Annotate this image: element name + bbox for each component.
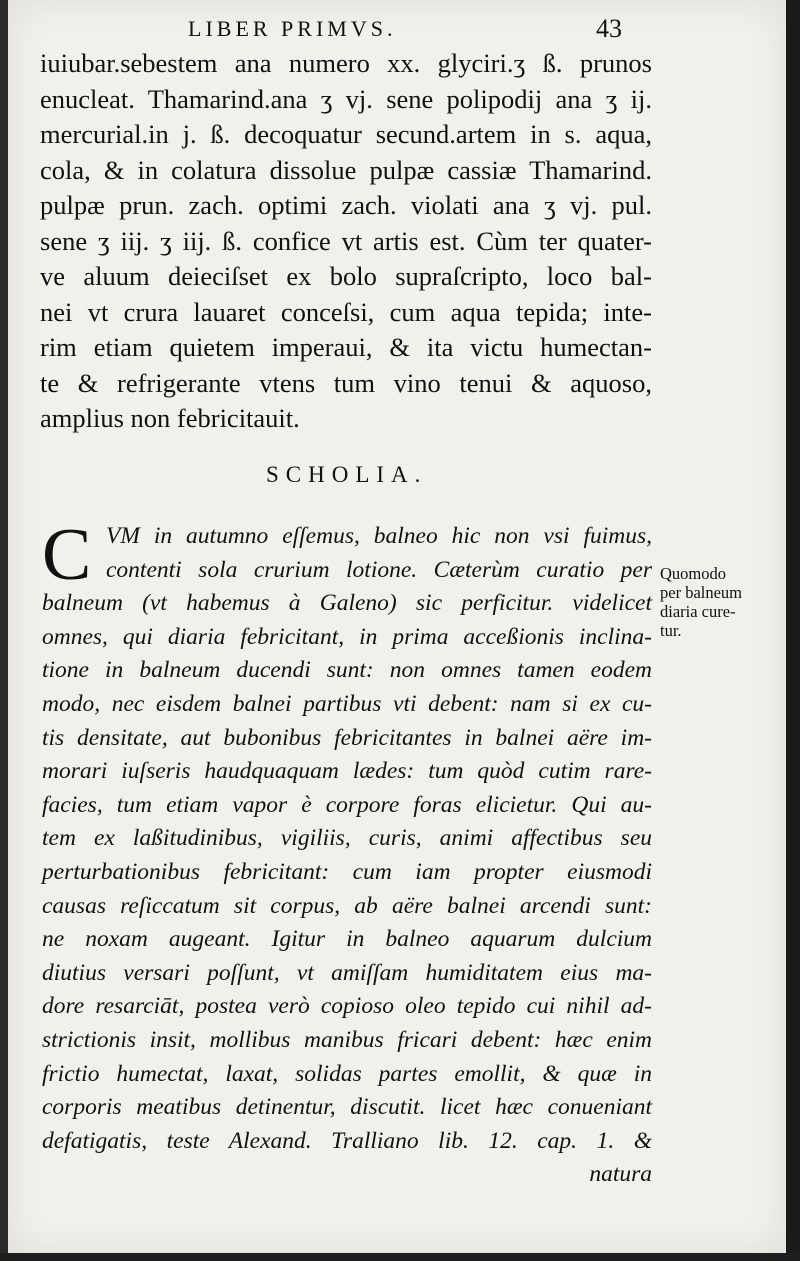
main-text-block (40, 46, 652, 437)
scholia-line: diutius versari poſſunt, vt amiſſam humiditatem eius ma- (42, 959, 652, 986)
section-heading: SCHOLIA. (266, 462, 428, 487)
page-header (8, 14, 786, 44)
margin-note (660, 564, 780, 640)
scholia-line: contenti sola crurium lotione. Cæterùm curatio per (106, 556, 652, 583)
text-line: sene ʒ iij. ʒ iij. ß. confice vt artis est. Cùm ter quater- (40, 225, 652, 256)
text-line: iuiubar.sebestem ana numero xx. glyciri.ʒ ß. prunos (40, 48, 652, 78)
margin-note-line: diaria cure- (660, 602, 736, 621)
scholia-line: tione in balneum ducendi sunt: non omnes tamen eodem (42, 657, 652, 684)
scholia-line: corporis meatibus detinentur, discutit. licet hæc conueniant (42, 1094, 652, 1121)
running-title: LIBER PRIMVS. (188, 16, 397, 41)
scholia-line: modo, nec eisdem balnei partibus vti debent: nam si ex cu- (42, 690, 652, 717)
page-number: 43 (596, 14, 622, 43)
text-line: mercurial.in j. ß. decoquatur secund.artem in s. aqua, (40, 119, 652, 149)
catchword: natura (589, 1161, 652, 1188)
text-line: te & refrigerante vtens tum vino tenui & aquoso, (40, 367, 652, 398)
scholia-line: balneum (vt habemus à Galeno) sic perficitur. videlicet (42, 590, 652, 617)
scholia-line: tem ex laßitudinibus, vigiliis, curis, animi affectibus seu (42, 825, 652, 852)
text-line: cola, & in colatura dissolue pulpæ cassiæ Thamarind. (40, 154, 652, 185)
scholia-line: strictionis insit, mollibus manibus fricari debent: hæc enim (42, 1026, 652, 1053)
margin-note-line: Quomodo (660, 564, 726, 583)
page-edge-shadow (786, 0, 800, 1261)
scholia-line: dore resarciāt, postea verò copioso oleo tepido cui nihil ad- (42, 993, 652, 1020)
text-line: rim etiam quietem imperaui, & ita victu humectan- (40, 332, 652, 362)
text-line: pulpæ prun. zach. optimi zach. violati ana ʒ vj. pul. (40, 190, 652, 220)
text-line: enucleat. Thamarind.ana ʒ vj. sene polipodij ana ʒ ij. (40, 83, 652, 114)
scholia-line: ne noxam augeant. Igitur in balneo aquarum dulcium (42, 926, 652, 953)
text-line: nei vt crura lauaret conceſsi, cum aqua tepida; inte- (40, 296, 652, 327)
margin-note-line: per balneum (660, 583, 743, 602)
page-bottom-shadow (0, 1253, 800, 1261)
scholia-line: VM in autumno eſſemus, balneo hic non vsi fuimus, (106, 523, 652, 549)
scholia-line: tis densitate, aut bubonibus febricitantes in balnei aëre im- (42, 724, 652, 751)
book-page (8, 0, 786, 1253)
scholia-line: omnes, qui diaria febricitant, in prima acceßionis inclina- (42, 623, 652, 650)
scholia-text-block (42, 514, 652, 1192)
scholia-line: causas reſiccatum sit corpus, ab aëre balnei arcendi sunt: (42, 892, 652, 919)
scholia-line: defatigatis, teste Alexand. Tralliano lib. 12. cap. 1. & (42, 1127, 652, 1154)
scholia-line: facies, tum etiam vapor è corpore foras elicietur. Qui au- (42, 791, 652, 818)
scholia-line: frictio humectat, laxat, solidas partes emollit, & quæ in (42, 1060, 652, 1087)
scholia-line: perturbationibus febricitant: cum iam propter eiusmodi (42, 858, 652, 885)
text-line: amplius non febricitauit. (40, 403, 300, 433)
text-line: ve aluum deieciſset ex bolo supraſcripto, loco bal- (40, 261, 652, 291)
scholia-line: morari iuſseris haudquaquam lædes: tum quòd cutim rare- (42, 758, 652, 785)
drop-cap: C (42, 514, 92, 596)
margin-note-line: tur. (660, 621, 682, 640)
